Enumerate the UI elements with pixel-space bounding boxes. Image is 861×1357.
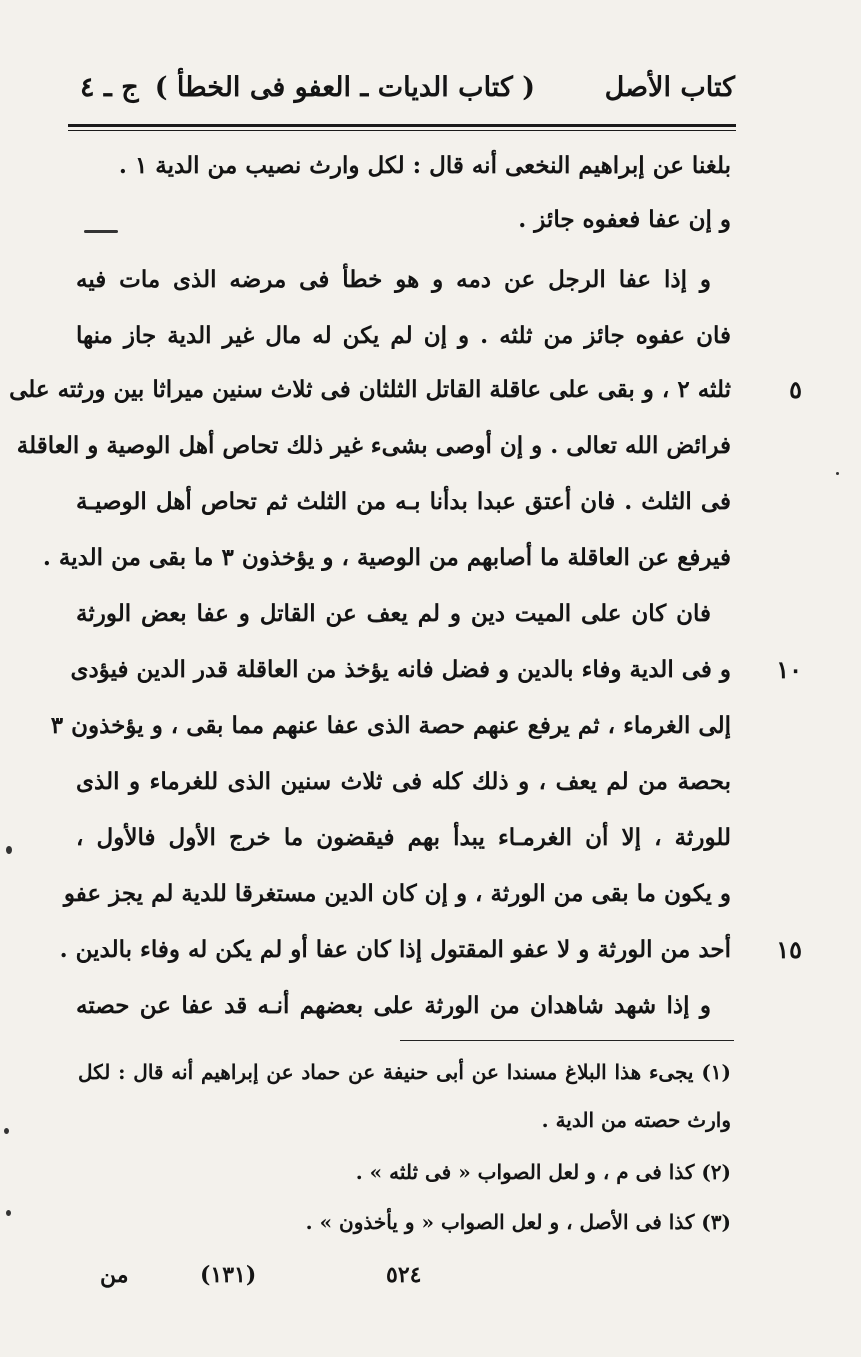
line-number-10: ١٠: [776, 655, 802, 684]
text-line-6: فرائض الله تعالى . و إن أوصى بشىء غير ذلك تحاص أهل الوصية و العاقلة: [16, 432, 731, 459]
header-rule-thick: [68, 124, 736, 127]
header-book-title: كتاب الأصل: [604, 72, 735, 103]
footnote-2: (٢) كذا فى م ، و لعل الصواب « فى ثلثه » .: [355, 1160, 731, 1184]
text-line-3: و إذا عفا الرجل عن دمه و هو خطأ فى مرضه الذى مات فيه: [76, 266, 711, 293]
running-header: [70, 62, 735, 112]
text-line-5: ثلثه ٢ ، و بقى على عاقلة القاتل الثلثان فى ثلاث سنين ميراثا بين ورثته على: [9, 376, 731, 403]
text-line-13: للورثة ، إلا أن الغرمـاء يبدأ بهم فيقضون ما خرج الأول فالأول ،: [76, 824, 731, 851]
text-line-11: إلى الغرماء ، ثم يرفع عنهم حصة الذى عفا عنهم مما بقى ، و يؤخذون ٣: [50, 712, 731, 739]
header-volume: ج ـ ٤: [80, 72, 139, 103]
page-number: ٥٢٤: [386, 1262, 422, 1288]
footnote-rule: [400, 1040, 734, 1041]
text-line-10: و فى الدية وفاء بالدين و فضل فانه يؤخذ من العاقلة قدر الدين فيؤدى: [70, 656, 731, 683]
text-line-2: و إن عفا فعفوه جائز .: [518, 206, 731, 233]
text-line-12: بحصة من لم يعف ، و ذلك كله فى ثلاث سنين الذى للغرماء و الذى: [76, 768, 731, 795]
text-line-9: فان كان على الميت دين و لم يعف عن القاتل و عفا بعض الورثة: [76, 600, 711, 627]
text-line-7: فى الثلث . فان أعتق عبدا بدأنا بـه من الثلث ثم تحاص أهل الوصيـة: [76, 488, 731, 515]
ink-speck: [836, 472, 839, 475]
text-line-16: و إذا شهد شاهدان من الورثة على بعضهم أنـه قد عفا عن حصته: [76, 992, 711, 1019]
footnote-3: (٣) كذا فى الأصل ، و لعل الصواب « و يأخذون » .: [305, 1210, 731, 1234]
line-number-15: ١٥: [776, 935, 802, 964]
line-number-5: ٥: [789, 375, 802, 404]
footnote-1-continued: وارث حصته من الدية .: [541, 1108, 731, 1132]
text-line-14: و يكون ما بقى من الورثة ، و إن كان الدين مستغرقا للدية لم يجز عفو: [63, 880, 731, 907]
header-rule-thin: [68, 130, 736, 131]
text-line-15: أحد من الورثة و لا عفو المقتول إذا كان عفا أو لم يكن له وفاء بالدين .: [59, 936, 731, 963]
catchword: من: [100, 1262, 129, 1288]
signature-mark: (١٣١): [200, 1262, 257, 1288]
text-line-1: بلغنا عن إبراهيم النخعى أنه قال : لكل وارث نصيب من الدية ١ .: [118, 152, 731, 179]
text-line-4: فان عفوه جائز من ثلثه . و إن لم يكن له مال غير الدية جاز منها: [76, 322, 731, 349]
ink-speck: [84, 230, 118, 233]
text-line-8: فيرفع عن العاقلة ما أصابهم من الوصية ، و يؤخذون ٣ ما بقى من الدية .: [42, 544, 731, 571]
ink-speck: [4, 1128, 9, 1134]
ink-speck: [6, 846, 12, 854]
header-section-title: ( كتاب الديات ـ العفو فى الخطأ ): [154, 72, 535, 103]
ink-speck: [6, 1210, 11, 1216]
footnote-1: (١) يجىء هذا البلاغ مسندا عن أبى حنيفة عن حماد عن إبراهيم أنه قال : لكل: [78, 1060, 731, 1084]
